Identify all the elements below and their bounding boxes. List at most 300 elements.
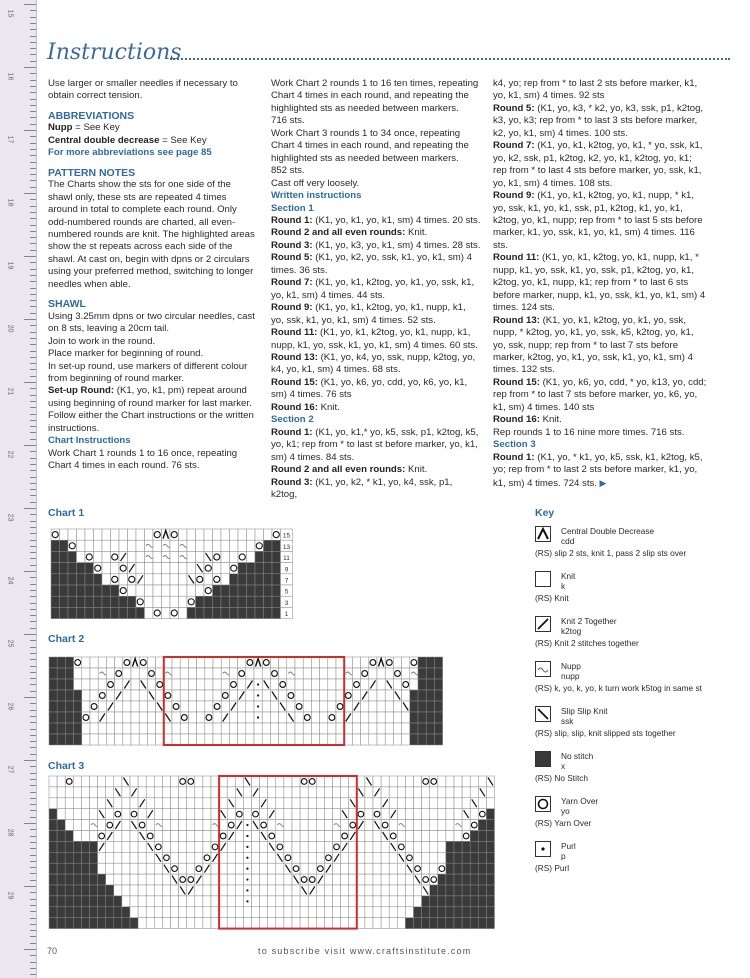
knit-cell — [284, 809, 292, 820]
knit-cell — [227, 885, 235, 896]
knit-cell — [130, 798, 138, 809]
knit-cell — [130, 841, 138, 852]
no-stitch-cell — [434, 668, 442, 679]
knit-cell — [357, 863, 365, 874]
knit-cell — [377, 712, 385, 723]
no-stitch-cell — [462, 885, 470, 896]
knit-cell — [131, 723, 139, 734]
ruler-tick — [30, 117, 36, 118]
knit-cell — [284, 787, 292, 798]
knit-cell — [377, 679, 385, 690]
knit-cell — [252, 885, 260, 896]
knit-cell — [90, 668, 98, 679]
no-stitch-cell — [85, 607, 94, 618]
knit-cell — [211, 885, 219, 896]
knit-cell — [171, 787, 179, 798]
knit-cell — [114, 831, 122, 842]
no-stitch-cell — [213, 585, 222, 596]
no-stitch-cell — [426, 690, 434, 701]
knit-cell — [268, 820, 276, 831]
knit-cell — [213, 563, 222, 574]
knit-cell — [106, 723, 114, 734]
no-stitch-cell — [470, 885, 478, 896]
ruler-tick — [30, 470, 36, 471]
knit-cell — [98, 668, 106, 679]
knit-cell — [446, 809, 454, 820]
key-item-name: Knit — [561, 571, 576, 581]
no-stitch-cell — [85, 574, 94, 585]
ruler-tick — [30, 899, 36, 900]
purl-symbol — [246, 868, 248, 870]
instruction-label: Round 2 and all even rounds: — [271, 464, 406, 476]
knit-cell — [139, 734, 147, 745]
knit-cell — [211, 787, 219, 798]
knit-cell — [397, 885, 405, 896]
knit-cell — [179, 551, 188, 562]
knit-cell — [213, 712, 221, 723]
knit-cell — [389, 852, 397, 863]
ruler-tick — [30, 92, 36, 93]
knit-cell — [221, 563, 230, 574]
knit-cell — [320, 712, 328, 723]
instruction-text: (K1, yo, k3, yo, k1, sm) 4 times. 28 sts. — [312, 239, 481, 251]
no-stitch-cell — [247, 574, 256, 585]
knit-cell — [221, 701, 229, 712]
knit-cell — [203, 787, 211, 798]
knit-cell — [147, 657, 155, 668]
instruction-label: Round 15: — [271, 376, 318, 388]
ruler-tick — [30, 911, 36, 912]
knit-cell — [211, 798, 219, 809]
knit-cell — [316, 787, 324, 798]
knit-cell — [235, 841, 243, 852]
instruction-label: Round 13: — [493, 314, 540, 326]
knit-cell — [292, 852, 300, 863]
knit-cell — [260, 776, 268, 787]
knit-cell — [205, 690, 213, 701]
knit-cell — [381, 863, 389, 874]
knit-cell — [316, 885, 324, 896]
no-stitch-cell — [272, 540, 281, 551]
knit-cell — [276, 907, 284, 918]
knit-cell — [260, 841, 268, 852]
ruler-label: 20 — [6, 324, 14, 333]
ruler-tick — [30, 306, 36, 307]
chart-3-grid — [47, 774, 513, 934]
knit-cell — [219, 820, 227, 831]
knit-cell — [138, 809, 146, 820]
knit-cell — [171, 918, 179, 929]
knit-cell — [308, 907, 316, 918]
knit-cell — [111, 529, 120, 540]
knit-cell — [284, 896, 292, 907]
instruction-text: (K1, yo, k1, k2tog, yo, k1, * yo, ssk, k1, yo, k2, ssk, p1, k2tog, k2, yo, k1, k2tog, yo, k1; rep from * to last 4 sts before marker, yo, ssk, k1, yo, k1, sm) 4 times. 108 sts. — [493, 140, 703, 189]
ruler-tick — [30, 401, 36, 402]
no-stitch-cell — [81, 907, 89, 918]
knit-cell — [292, 798, 300, 809]
knit-cell — [114, 798, 122, 809]
no-stitch-cell — [230, 596, 239, 607]
knit-cell — [172, 657, 180, 668]
ruler-tick — [30, 199, 36, 200]
ruler-tick — [30, 231, 36, 232]
knit-cell — [262, 723, 270, 734]
knit-cell — [65, 798, 73, 809]
knit-cell — [153, 596, 162, 607]
knit-cell — [262, 690, 270, 701]
ruler-tick — [30, 546, 36, 547]
key-item-desc: (RS) slip, slip, knit slipped sts together — [535, 728, 676, 738]
knit-cell — [462, 798, 470, 809]
no-stitch-cell — [65, 831, 73, 842]
no-stitch-cell — [486, 809, 494, 820]
nupp-icon — [535, 661, 551, 677]
knit-cell — [227, 896, 235, 907]
knit-cell — [229, 668, 237, 679]
knit-cell — [357, 885, 365, 896]
knit-cell — [349, 896, 357, 907]
knit-cell — [311, 668, 319, 679]
knit-cell — [385, 723, 393, 734]
knit-cell — [316, 918, 324, 929]
knit-cell — [187, 540, 196, 551]
knit-cell — [81, 787, 89, 798]
knit-cell — [106, 690, 114, 701]
knit-cell — [352, 712, 360, 723]
knit-cell — [438, 841, 446, 852]
knit-cell — [361, 679, 369, 690]
knit-cell — [284, 841, 292, 852]
ruler-tick — [30, 420, 36, 421]
knit-cell — [106, 776, 114, 787]
no-stitch-cell — [470, 863, 478, 874]
body-paragraph: k4, yo; rep from * to last 2 sts before marker, k1, yo, k1, sm) 4 times. 92 sts — [493, 78, 698, 102]
key-item-name: Knit 2 Together — [561, 616, 617, 626]
knit-cell — [102, 563, 111, 574]
ruler-tick — [30, 892, 36, 893]
knit-cell — [414, 852, 422, 863]
knit-cell — [145, 551, 154, 562]
knit-cell — [154, 863, 162, 874]
ruler-tick — [30, 464, 36, 465]
knit-cell — [341, 874, 349, 885]
knit-cell — [73, 809, 81, 820]
knit-cell — [385, 712, 393, 723]
knit-cell — [205, 701, 213, 712]
knit-cell — [328, 690, 336, 701]
knit-cell — [180, 701, 188, 712]
no-stitch-cell — [114, 918, 122, 929]
knit-cell — [164, 657, 172, 668]
knit-cell — [336, 679, 344, 690]
knit-cell — [82, 679, 90, 690]
no-stitch-cell — [478, 820, 486, 831]
ruler-tick — [30, 584, 36, 585]
knit-cell — [171, 809, 179, 820]
knit-cell — [373, 896, 381, 907]
knit-cell — [111, 563, 120, 574]
knit-cell — [82, 657, 90, 668]
knit-cell — [349, 776, 357, 787]
knit-cell — [430, 798, 438, 809]
knit-cell — [195, 776, 203, 787]
no-stitch-cell — [438, 874, 446, 885]
knit-cell — [230, 529, 239, 540]
knit-cell — [352, 657, 360, 668]
ruler-tick — [30, 558, 36, 559]
knit-cell — [164, 679, 172, 690]
knit-cell — [179, 574, 188, 585]
knit-cell — [203, 841, 211, 852]
knit-cell — [162, 540, 171, 551]
knit-cell — [122, 798, 130, 809]
knit-cell — [405, 809, 413, 820]
knit-cell — [397, 787, 405, 798]
knit-cell — [260, 874, 268, 885]
knit-cell — [246, 712, 254, 723]
knit-cell — [197, 701, 205, 712]
instruction-line — [271, 227, 481, 239]
knit-cell — [187, 907, 195, 918]
knit-cell — [446, 798, 454, 809]
knit-cell — [147, 701, 155, 712]
knit-cell — [204, 529, 213, 540]
knit-cell — [106, 863, 114, 874]
knit-cell — [357, 918, 365, 929]
knit-cell — [381, 896, 389, 907]
knit-cell — [308, 809, 316, 820]
instruction-label: Round 16: — [271, 401, 318, 413]
no-stitch-cell — [486, 896, 494, 907]
no-stitch-cell — [462, 841, 470, 852]
knit-cell — [139, 712, 147, 723]
instruction-text: = See Key — [72, 122, 120, 134]
knit-cell — [243, 787, 251, 798]
instruction-line — [271, 402, 481, 414]
knit-cell — [268, 787, 276, 798]
purl-symbol — [246, 824, 248, 826]
knit-cell — [205, 679, 213, 690]
knit-cell — [373, 852, 381, 863]
body-paragraph: Use larger or smaller needles if necessary to obtain correct tension. — [48, 78, 238, 102]
ruler-tick — [30, 42, 36, 43]
knit-cell — [162, 607, 171, 618]
knit-cell — [377, 723, 385, 734]
no-stitch-cell — [57, 918, 65, 929]
instruction-label: Round 9: — [493, 190, 535, 202]
key-item-desc: (RS) Knit — [535, 593, 569, 603]
knit-cell — [195, 787, 203, 798]
knit-cell — [389, 885, 397, 896]
knit-cell — [90, 787, 98, 798]
knit-cell — [98, 734, 106, 745]
no-stitch-cell — [247, 585, 256, 596]
ruler-tick — [30, 577, 36, 578]
knit-cell — [211, 874, 219, 885]
no-stitch-cell — [65, 896, 73, 907]
knit-cell — [205, 668, 213, 679]
knit-cell — [114, 863, 122, 874]
purl-symbol — [246, 846, 248, 848]
no-stitch-cell — [430, 907, 438, 918]
knit-cell — [187, 809, 195, 820]
ruler-tick — [30, 527, 36, 528]
knit-cell — [180, 657, 188, 668]
knit-cell — [179, 787, 187, 798]
knit-cell — [219, 918, 227, 929]
no-stitch-cell — [264, 596, 273, 607]
no-stitch-cell — [264, 563, 273, 574]
knit-cell — [98, 798, 106, 809]
knit-cell — [81, 776, 89, 787]
knit-cell — [352, 690, 360, 701]
no-stitch-cell — [65, 863, 73, 874]
knit-cell — [213, 723, 221, 734]
knit-cell — [162, 787, 170, 798]
knit-cell — [478, 776, 486, 787]
no-stitch-cell — [478, 863, 486, 874]
knit-cell — [221, 734, 229, 745]
knit-cell — [446, 787, 454, 798]
knit-cell — [260, 896, 268, 907]
knit-cell — [98, 776, 106, 787]
ruler-tick — [30, 729, 36, 730]
knit-cell — [138, 776, 146, 787]
knit-cell — [188, 701, 196, 712]
knit-cell — [324, 809, 332, 820]
no-stitch-cell — [187, 607, 196, 618]
ruler-tick — [30, 407, 36, 408]
knit-cell — [203, 896, 211, 907]
no-stitch-cell — [264, 551, 273, 562]
no-stitch-cell — [49, 874, 57, 885]
knit-cell — [172, 679, 180, 690]
knit-cell — [146, 885, 154, 896]
no-stitch-cell — [68, 585, 77, 596]
no-stitch-cell — [255, 607, 264, 618]
no-stitch-cell — [454, 896, 462, 907]
knit-cell — [292, 776, 300, 787]
knit-cell — [246, 701, 254, 712]
knit-cell — [430, 852, 438, 863]
no-stitch-cell — [60, 585, 69, 596]
knit-cell — [260, 918, 268, 929]
instruction-line — [493, 315, 708, 377]
knit-cell — [333, 918, 341, 929]
knit-cell — [57, 776, 65, 787]
knit-cell — [111, 540, 120, 551]
ruler-tick — [30, 659, 36, 660]
knit-cell — [365, 820, 373, 831]
no-stitch-cell — [462, 874, 470, 885]
knit-cell — [349, 841, 357, 852]
knit-cell — [316, 852, 324, 863]
knit-cell — [106, 874, 114, 885]
no-stitch-cell — [470, 907, 478, 918]
ruler-label: 27 — [6, 765, 14, 774]
knit-cell — [128, 551, 137, 562]
knit-cell — [90, 679, 98, 690]
purl-symbol — [257, 683, 259, 685]
knit-cell — [221, 540, 230, 551]
knit-cell — [154, 885, 162, 896]
knit-cell — [122, 863, 130, 874]
knit-cell — [276, 896, 284, 907]
instruction-label: Round 15: — [493, 376, 540, 388]
ruler-label: 25 — [6, 639, 14, 648]
no-stitch-cell — [221, 585, 230, 596]
no-stitch-cell — [73, 874, 81, 885]
ruler-tick — [30, 395, 36, 396]
knit-cell — [154, 787, 162, 798]
knit-cell — [81, 798, 89, 809]
no-stitch-cell — [81, 841, 89, 852]
purl-icon — [535, 841, 551, 857]
no-stitch-cell — [454, 863, 462, 874]
ruler-tick — [30, 905, 36, 906]
instruction-text: (K1, yo, k1, k2tog, yo, k1, nupp, * k1, yo, ssk, k1, yo, k1, ssk, p1, k2tog, k1, yo, k1, k2tog, yo, k1, nupp; rep from * to last 5 sts before marker, k1, yo, ssk, k1, yo, k1, sm) 4 times. 116 sts. — [493, 190, 703, 251]
knit-cell — [389, 863, 397, 874]
no-stitch-cell — [49, 723, 57, 734]
knit-cell — [162, 798, 170, 809]
knit-cell — [130, 885, 138, 896]
knit-cell — [172, 723, 180, 734]
no-stitch-cell — [247, 596, 256, 607]
ruler-tick — [30, 936, 36, 937]
body-paragraph: Cast off very loosely. — [271, 177, 360, 189]
no-stitch-cell — [230, 607, 239, 618]
knit-cell — [187, 798, 195, 809]
knit-cell — [90, 712, 98, 723]
knit-cell — [352, 734, 360, 745]
ruler-tick — [30, 136, 36, 137]
no-stitch-cell — [57, 820, 65, 831]
knit-cell — [172, 734, 180, 745]
knit-cell — [389, 907, 397, 918]
knit-cell — [138, 874, 146, 885]
instruction-text: (K1, yo, * k1, yo, k5, ssk, k1, k2tog, k5, yo; rep from * to last 2 sts before marker, k1, yo, k1, sm) 4 times. 724 sts. — [493, 451, 703, 489]
knit-cell — [300, 809, 308, 820]
knit-cell — [287, 701, 295, 712]
knit-cell — [94, 529, 103, 540]
body-paragraph: Work Chart 2 rounds 1 to 16 ten times, repeating Chart 4 times in each round, and repeating the highlighted sts as needed between markers. — [271, 78, 479, 114]
knit-cell — [119, 540, 128, 551]
knit-cell — [402, 734, 410, 745]
knit-cell — [365, 841, 373, 852]
no-stitch-cell — [418, 690, 426, 701]
no-stitch-cell — [60, 574, 69, 585]
knit-cell — [295, 668, 303, 679]
no-stitch-cell — [49, 701, 57, 712]
knit-cell — [90, 798, 98, 809]
instruction-label: Round 11: — [271, 327, 318, 339]
no-stitch-cell — [446, 896, 454, 907]
knit-cell — [324, 798, 332, 809]
knit-cell — [180, 679, 188, 690]
knit-cell — [114, 852, 122, 863]
knit-cell — [90, 776, 98, 787]
ruler-label: 21 — [6, 387, 14, 396]
ruler-tick — [24, 256, 36, 257]
knit-cell — [284, 907, 292, 918]
no-stitch-cell — [446, 852, 454, 863]
knit-cell — [357, 907, 365, 918]
body-paragraph: Follow either the Chart instructions or the written instructions. — [48, 410, 254, 434]
purl-symbol — [257, 694, 259, 696]
no-stitch-cell — [418, 734, 426, 745]
knit-cell — [324, 820, 332, 831]
no-stitch-cell — [264, 607, 273, 618]
